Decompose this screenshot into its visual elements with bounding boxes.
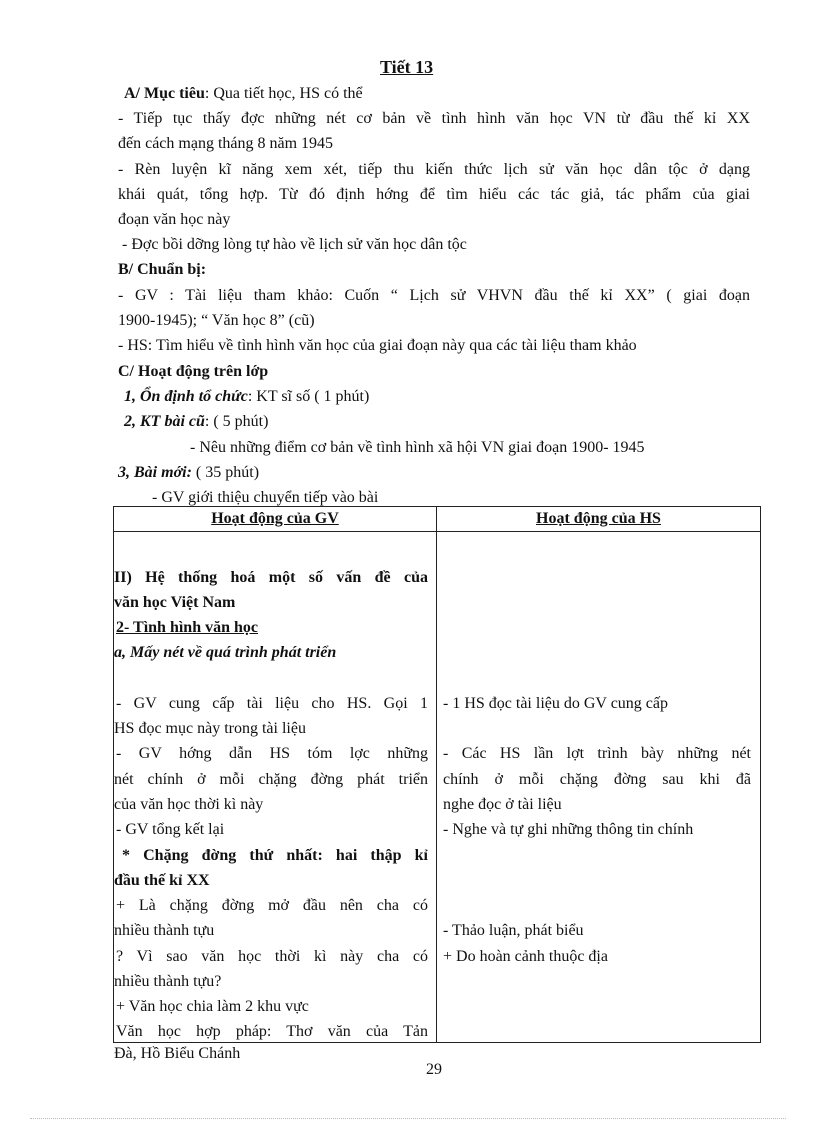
hs-line-7: + Do hoàn cảnh thuộc địa xyxy=(443,948,608,965)
preparation-line-3: - HS: Tìm hiểu về tình hình văn học của giai đoạn này qua các tài liệu tham khảo xyxy=(118,337,637,354)
preparation-heading: B/ Chuẩn bị: xyxy=(118,261,207,278)
gv-section-line-2: văn học Việt Nam xyxy=(114,594,236,611)
gv-line-10: nhiều thành tựu? xyxy=(114,973,222,990)
hs-line-3: chính ở mỗi chặng đờng sau khi đã xyxy=(443,771,751,788)
step-1-label: 1, Ổn định tổ chức xyxy=(124,388,248,405)
hs-line-2: - Các HS lần lợt trình bày những nét xyxy=(443,745,751,762)
step-3-item: - GV giới thiệu chuyển tiếp vào bài xyxy=(152,489,379,506)
gv-line-5: của văn học thời kì này xyxy=(114,796,264,813)
step-2-item: - Nêu những điểm cơ bản về tình hình xã hội VN giai đoạn 1900- 1945 xyxy=(190,439,645,456)
header-hs: Hoạt động của HS xyxy=(437,507,761,532)
footer-divider xyxy=(30,1118,786,1119)
preparation-line-1: - GV : Tài liệu tham khảo: Cuốn “ Lịch sử VHVN đầu thế kỉ XX” ( giai đoạn xyxy=(118,287,750,304)
gv-line-9: ? Vì sao văn học thời kì này cha có xyxy=(116,948,428,965)
step-3-label: 3, Bài mới: xyxy=(118,464,192,481)
objective-line-3: - Rèn luyện kĩ năng xem xét, tiếp thu kiến thức lịch sử văn học dân tộc ở dạng xyxy=(118,161,750,178)
objective-line-1: - Tiếp tục thấy đợc những nét cơ bản về tình hình văn học VN từ đầu thế kỉ XX xyxy=(118,110,750,127)
gv-stage-line-1: * Chặng đờng thứ nhất: hai thập kỉ xyxy=(122,847,428,864)
gv-section-line-1: II) Hệ thống hoá một số vấn đề của xyxy=(114,569,428,586)
header-gv: Hoạt động của GV xyxy=(114,507,437,532)
lesson-title: Tiết 13 xyxy=(380,57,434,77)
objective-line-4: khái quát, tổng hợp. Từ đó định hớng để tìm hiểu các tác giả, tác phẩm của giai xyxy=(118,186,750,203)
gv-line-4: nét chính ở mỗi chặng đờng phát triển xyxy=(114,771,428,788)
activities-heading: C/ Hoạt động trên lớp xyxy=(118,363,269,380)
gv-point-a: a, Mấy nét về quá trình phát triển xyxy=(114,644,337,661)
hs-column xyxy=(437,532,761,1043)
objective-line-2: đến cách mạng tháng 8 năm 1945 xyxy=(118,135,334,152)
hs-line-5: - Nghe và tự ghi những thông tin chính xyxy=(443,821,694,838)
hs-line-4: nghe đọc ở tài liệu xyxy=(443,796,562,813)
hs-line-6: - Thảo luận, phát biểu xyxy=(443,922,584,939)
gv-line-6: - GV tổng kết lại xyxy=(116,821,225,838)
activity-table xyxy=(113,506,761,1062)
table-body-row xyxy=(114,532,761,1043)
step-3-line xyxy=(118,461,259,485)
objective-line-6: - Đợc bồi dỡng lòng tự hào về lịch sử văn học dân tộc xyxy=(122,236,467,253)
table-header-row xyxy=(114,507,761,532)
gv-column xyxy=(114,532,437,1062)
step-2-line xyxy=(124,410,268,434)
gv-line-3: - GV hớng dẫn HS tóm lợc những xyxy=(116,745,428,762)
step-1-text: : KT sĩ số ( 1 phút) xyxy=(247,388,370,405)
objectives-heading-line xyxy=(124,82,363,106)
objectives-intro: : Qua tiết học, HS có thể xyxy=(204,85,363,102)
gv-line-1: - GV cung cấp tài liệu cho HS. Gọi 1 xyxy=(116,695,428,712)
step-2-text: : ( 5 phút) xyxy=(204,413,269,430)
objectives-heading: A/ Mục tiêu xyxy=(124,85,205,102)
gv-subsection: 2- Tình hình văn học xyxy=(116,619,258,636)
gv-line-12: Văn học hợp pháp: Thơ văn của Tản xyxy=(116,1023,428,1040)
gv-line-13: Đà, Hồ Biểu Chánh xyxy=(114,1045,241,1062)
step-3-text: ( 35 phút) xyxy=(191,464,260,481)
preparation-line-2: 1900-1945); “ Văn học 8” (cũ) xyxy=(118,312,315,329)
gv-line-8: nhiều thành tựu xyxy=(114,922,215,939)
gv-line-2: HS đọc mục này trong tài liệu xyxy=(114,720,306,737)
page-number: 29 xyxy=(426,1061,442,1078)
step-2-label: 2, KT bài cũ xyxy=(124,413,205,430)
objective-line-5: đoạn văn học này xyxy=(118,211,231,228)
gv-line-7: + Là chặng đờng mở đầu nên cha có xyxy=(116,897,428,914)
hs-line-1: - 1 HS đọc tài liệu do GV cung cấp xyxy=(443,695,668,712)
gv-line-11: + Văn học chia làm 2 khu vực xyxy=(116,998,309,1015)
gv-stage-line-2: đầu thế kỉ XX xyxy=(114,872,210,889)
step-1-line xyxy=(124,385,369,409)
